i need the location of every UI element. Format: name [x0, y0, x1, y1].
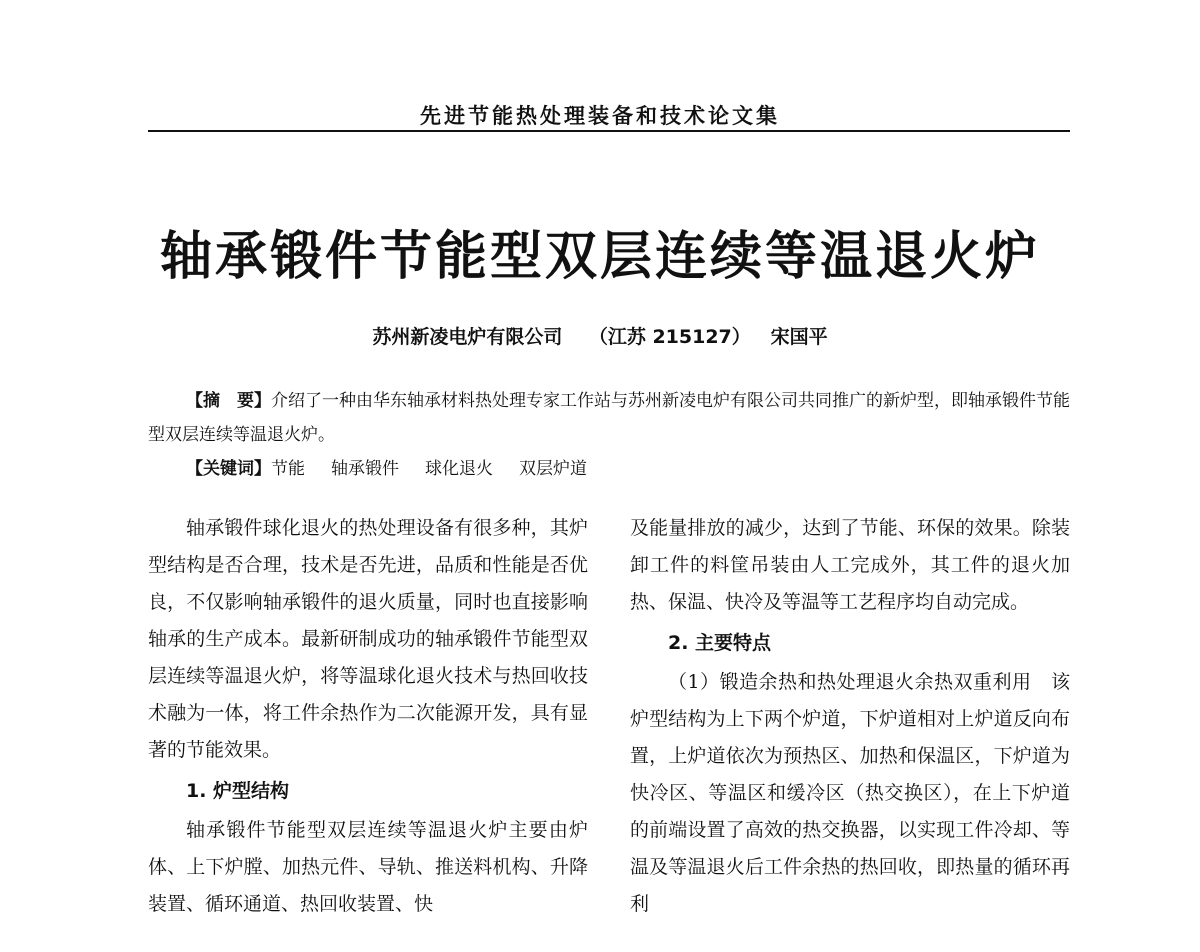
item-1-heading: （1）锻造余热和热处理退火余热双重利用	[668, 671, 1032, 693]
company-location: （江苏 215127）	[588, 326, 751, 348]
company-name: 苏州新凌电炉有限公司	[372, 326, 563, 348]
keywords-line	[148, 452, 1070, 486]
abstract-text: 介绍了一种由华东轴承材料热处理专家工作站与苏州新凌电炉有限公司共同推广的新炉型，即轴承锻件节能型双层连续等温退火炉。	[148, 391, 1070, 445]
item-1-paragraph	[630, 664, 1070, 923]
keyword-item: 节能	[271, 459, 305, 479]
keyword-item: 双层炉道	[519, 459, 587, 479]
left-column	[148, 510, 588, 923]
section-1-heading: 1. 炉型结构	[186, 780, 290, 802]
keywords-label: 【关键词】	[186, 459, 271, 479]
abstract-paragraph	[148, 384, 1070, 452]
keyword-item: 球化退火	[425, 459, 493, 479]
abstract-label: 【摘 要】	[186, 391, 271, 411]
section-2-heading: 2. 主要特点	[668, 632, 772, 654]
continuation-paragraph: 及能量排放的减少，达到了节能、环保的效果。除装卸工件的料筐吊装由人工完成外，其工件的退火加热、保温、快冷及等温等工艺程序均自动完成。	[630, 517, 1070, 613]
header-rule	[148, 130, 1070, 132]
affiliation-line	[0, 322, 1200, 349]
author-name: 宋国平	[770, 326, 828, 348]
paper-title: 轴承锻件节能型双层连续等温退火炉	[159, 227, 1040, 287]
intro-paragraph: 轴承锻件球化退火的热处理设备有很多种，其炉型结构是否合理，技术是否先进，品质和性能是否优良，不仅影响轴承锻件的退火质量，同时也直接影响轴承的生产成本。最新研制成功的轴承锻件节能型双层连续等温退火炉，将等温球化退火技术与热回收技术融为一体，将工件余热作为二次能源开发，具有显著的节能效果。	[148, 517, 588, 761]
right-column	[630, 510, 1070, 923]
section-1-paragraph: 轴承锻件节能型双层连续等温退火炉主要由炉体、上下炉膛、加热元件、导轨、推送料机构、升降装置、循环通道、热回收装置、快	[148, 819, 588, 915]
running-header: 先进节能热处理装备和技术论文集	[420, 103, 780, 128]
abstract-block	[148, 384, 1070, 486]
keyword-item: 轴承锻件	[331, 459, 399, 479]
item-1-text: 该炉型结构为上下两个炉道，下炉道相对上炉道反向布置，上炉道依次为预热区、加热和保温区，下炉道为快冷区、等温区和缓冷区（热交换区），在上下炉道的前端设置了高效的热交换器，以实现工件冷却、等温及等温退火后工件余热的热回收，即热量的循环再利	[630, 671, 1070, 915]
